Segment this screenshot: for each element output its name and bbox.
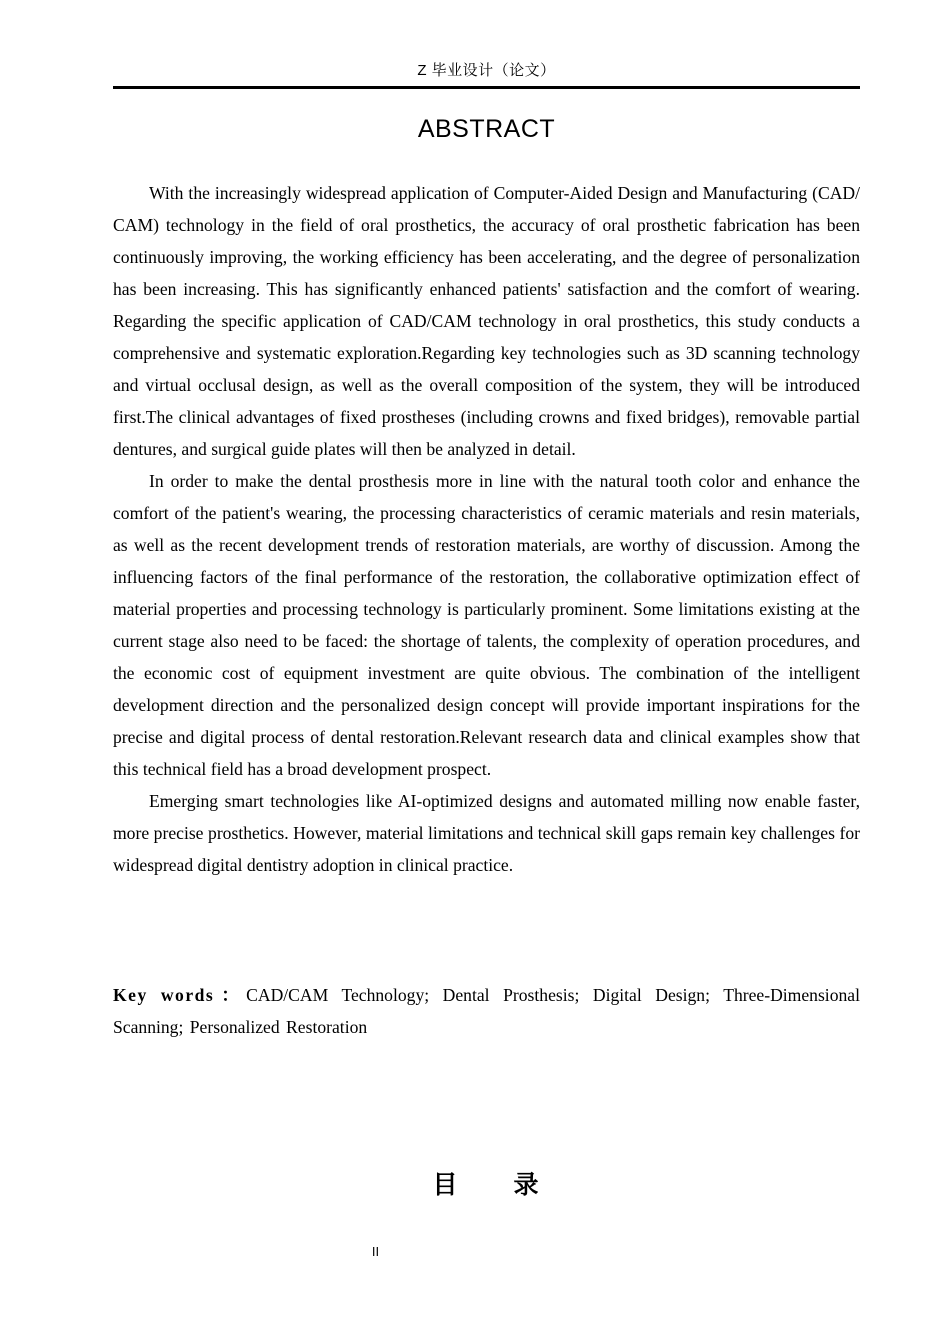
running-header-title: Z 毕业设计（论文） [417, 62, 556, 79]
keywords-section [113, 979, 860, 1043]
keywords-label: Key words [113, 985, 215, 1005]
footer-page-number: II [371, 1244, 380, 1259]
toc-heading: 目 录 [432, 1171, 541, 1199]
abstract-paragraph-2: In order to make the dental prosthesis more in line with the natural tooth color and enhance the comfort of the patient's wearing, the processing characteristics of ceramic materials and resin materials, as well as the recent development trends of restoration materials, are worthy of discussion. Among the influencing factors of the final performance of the restoration, the collaborative optimization effect of material properties and processing technology is particularly prominent. Some limitations existing at the current stage also need to be faced: the shortage of talents, the complexity of operation procedures, and the economic cost of equipment investment are quite obvious. The combination of the intelligent development direction and the personalized design concept will provide important inspirations for the precise and digital process of dental restoration.Relevant research data and clinical examples show that this technical field has a broad development prospect. [113, 471, 860, 779]
abstract-paragraph-3: Emerging smart technologies like AI-optimized designs and automated milling now enable faster, more precise prosthetics. However, material limitations and technical skill gaps remain key challenges for widespread digital dentistry adoption in clinical practice. [113, 791, 860, 875]
header-divider-rule [113, 86, 860, 89]
running-header [113, 60, 860, 97]
keywords-values: CAD/CAM Technology; Dental Prosthesis; Digital Design; Three-Dimensional Scanning; Personalized Restoration [113, 985, 860, 1037]
abstract-paragraph-1: With the increasingly widespread application of Computer-Aided Design and Manufacturing (CAD/ CAM) technology in the field of oral prosthetics, the accuracy of oral prosthetic fabrication has been continuously improving, the working efficiency has been accelerating, and the degree of personalization has been increasing. This has significantly enhanced patients' satisfaction and the comfort of wearing. Regarding the specific application of CAD/CAM technology in oral prosthetics, this study conducts a comprehensive and systematic exploration.Regarding key technologies such as 3D scanning technology and virtual occlusal design, as well as the overall composition of the system, they will be introduced first.The clinical advantages of fixed prostheses (including crowns and fixed bridges), removable partial dentures, and surgical guide plates will then be analyzed in detail. [113, 183, 860, 459]
page-title: ABSTRACT [417, 115, 556, 143]
keywords-colon: ： [214, 985, 247, 1005]
abstract-body [113, 177, 860, 881]
